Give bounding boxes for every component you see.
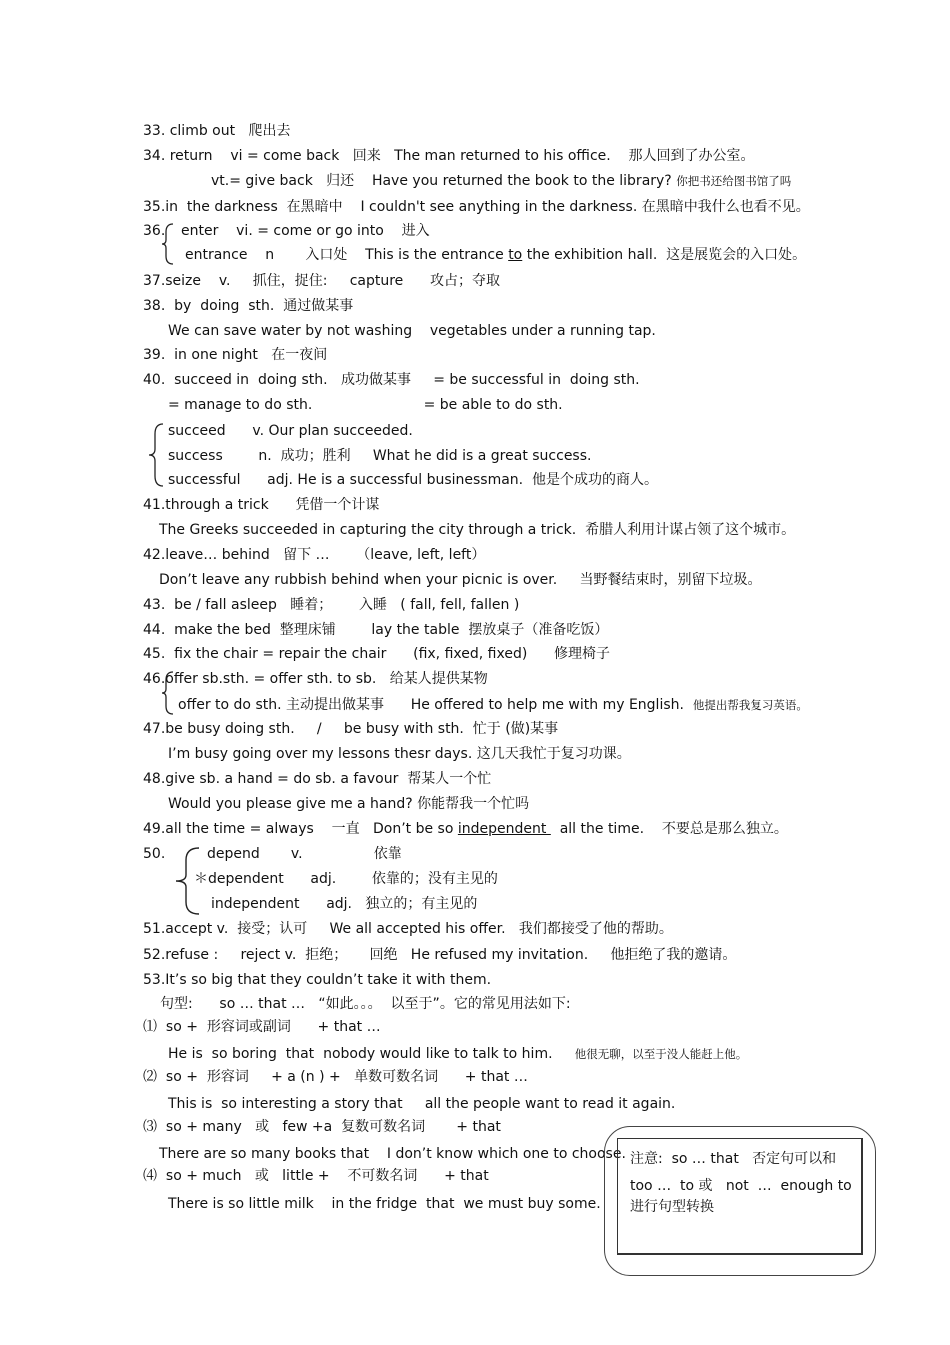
entry-33: 33. climb out 爬出去 bbox=[143, 123, 291, 139]
entry-40-synonyms: = manage to do sth. = be able to do sth. bbox=[168, 397, 563, 413]
entry-34-vt bbox=[211, 172, 791, 190]
usage-2-example: This is so interesting a story that all the people want to read it again. bbox=[168, 1096, 676, 1112]
note-line-2: too … to 或 not … enough to bbox=[630, 1178, 852, 1194]
entry-47: 47.be busy doing sth. / be busy with sth. 忙于 (做)某事 bbox=[143, 721, 559, 737]
note-line-1: 注意: so … that 否定句可以和 bbox=[630, 1151, 837, 1167]
entry-43: 43. be / fall asleep 睡着； 入睡 ( fall, fell, fallen ) bbox=[143, 597, 520, 613]
entry-50-dependent: ＊dependent adj. 依靠的；没有主见的 bbox=[194, 871, 498, 887]
entry-40: 40. succeed in doing sth. 成功做某事 = be successful in doing sth. bbox=[143, 372, 640, 388]
entry-48: 48.give sb. a hand = do sb. a favour 帮某人一个忙 bbox=[143, 771, 492, 787]
usage-4: ⑷ so + much 或 little + 不可数名词 + that bbox=[143, 1168, 489, 1184]
entry-41-example: The Greeks succeeded in capturing the city through a trick. 希腊人利用计谋占领了这个城市。 bbox=[159, 522, 796, 538]
entry-46: 46.offer sb.sth. = offer sth. to sb. 给某人提供某物 bbox=[143, 671, 488, 687]
usage-1-example-text: He is so boring that nobody would like to talk to him. bbox=[168, 1046, 553, 1062]
entry-50-independent: independent adj. 独立的；有主见的 bbox=[211, 896, 478, 912]
entry-38-example: We can save water by not washing vegetables under a running tap. bbox=[168, 323, 656, 339]
entry-53-pattern: 句型: so … that … “如此。。。 以至于”。它的常见用法如下: bbox=[160, 996, 571, 1012]
usage-2: ⑵ so + 形容词 + a (n ) + 单数可数名词 + that … bbox=[143, 1069, 528, 1085]
usage-4-example: There is so little milk in the fridge that we must buy some. bbox=[168, 1196, 601, 1212]
entry-34-vt-text: vt.= give back 归还 Have you returned the book to the library? bbox=[211, 173, 672, 189]
entry-46-translation: 他提出帮我复习英语。 bbox=[692, 698, 808, 712]
entry-34-vt-translation: 你把书还给图书馆了吗 bbox=[676, 174, 792, 188]
entry-36-entrance-post: the exhibition hall. 这是展览会的入口处。 bbox=[522, 247, 807, 263]
entry-35: 35.in the darkness 在黑暗中 I couldn't see anything in the darkness. 在黑暗中我什么也看不见。 bbox=[143, 199, 810, 215]
entry-36-number: 36. bbox=[143, 223, 166, 239]
entry-53: 53.It’s so big that they couldn’t take it with them. bbox=[143, 972, 492, 988]
entry-44: 44. make the bed 整理床铺 lay the table 摆放桌子（准备吃饭） bbox=[143, 622, 609, 638]
usage-1-example bbox=[168, 1045, 747, 1063]
entry-37: 37.seize v. 抓住，捉住: capture 攻占；夺取 bbox=[143, 273, 500, 289]
entry-42-example: Don’t leave any rubbish behind when your picnic is over. 当野餐结束时，别留下垃圾。 bbox=[159, 572, 762, 588]
entry-36-enter: enter vi. = come or go into 进入 bbox=[181, 223, 430, 239]
entry-50-number: 50. bbox=[143, 846, 166, 862]
entry-34-vi: 34. return vi = come back 回来 The man returned to his office. 那人回到了办公室。 bbox=[143, 148, 755, 164]
entry-42: 42.leave… behind 留下 … （leave, left, left） bbox=[143, 547, 486, 563]
entry-45: 45. fix the chair = repair the chair (fix, fixed, fixed) 修理椅子 bbox=[143, 646, 610, 662]
entry-46-offer-to bbox=[178, 696, 808, 714]
usage-1: ⑴ so + 形容词或副词 + that … bbox=[143, 1019, 381, 1035]
entry-49 bbox=[143, 820, 788, 838]
entry-40-success: success n. 成功；胜利 What he did is a great success. bbox=[168, 448, 592, 464]
entry-39: 39. in one night 在一夜间 bbox=[143, 347, 328, 363]
entry-41: 41.through a trick 凭借一个计谋 bbox=[143, 497, 380, 513]
entry-40-succeed: succeed v. Our plan succeeded. bbox=[168, 423, 413, 439]
underlined-word: independent bbox=[457, 821, 551, 837]
brace-icon bbox=[146, 422, 166, 488]
entry-51: 51.accept v. 接受；认可 We all accepted his offer. 我们都接受了他的帮助。 bbox=[143, 921, 673, 937]
usage-1-translation: 他很无聊，以至于没人能赶上他。 bbox=[574, 1047, 748, 1061]
note-line-3: 进行句型转换 bbox=[630, 1199, 714, 1215]
entry-40-successful: successful adj. He is a successful businessman. 他是个成功的商人。 bbox=[168, 472, 659, 488]
entry-48-example: Would you please give me a hand? 你能帮我一个忙吗 bbox=[168, 796, 530, 812]
usage-3-example: There are so many books that I don’t know which one to choose. bbox=[159, 1146, 626, 1162]
entry-47-example: I’m busy going over my lessons thesr days. 这几天我忙于复习功课。 bbox=[168, 746, 631, 762]
entry-38: 38. by doing sth. 通过做某事 bbox=[143, 298, 354, 314]
entry-36-entrance-pre: entrance n 入口处 This is the entrance bbox=[185, 247, 509, 263]
entry-36-entrance bbox=[185, 246, 806, 264]
entry-49-post: all the time. 不要总是那么独立。 bbox=[550, 821, 788, 837]
usage-3: ⑶ so + many 或 few +a 复数可数名词 + that bbox=[143, 1119, 501, 1135]
entry-46-offer-to-text: offer to do sth. 主动提出做某事 He offered to help me with my English. bbox=[178, 697, 684, 713]
brace-icon bbox=[160, 222, 176, 266]
entry-52: 52.refuse : reject v. 拒绝； 回绝 He refused my invitation. 他拒绝了我的邀请。 bbox=[143, 947, 737, 963]
underlined-word: to bbox=[508, 247, 523, 263]
entry-50-depend: depend v. 依靠 bbox=[207, 846, 402, 862]
entry-49-pre: 49.all the time = always 一直 Don’t be so bbox=[143, 821, 458, 837]
